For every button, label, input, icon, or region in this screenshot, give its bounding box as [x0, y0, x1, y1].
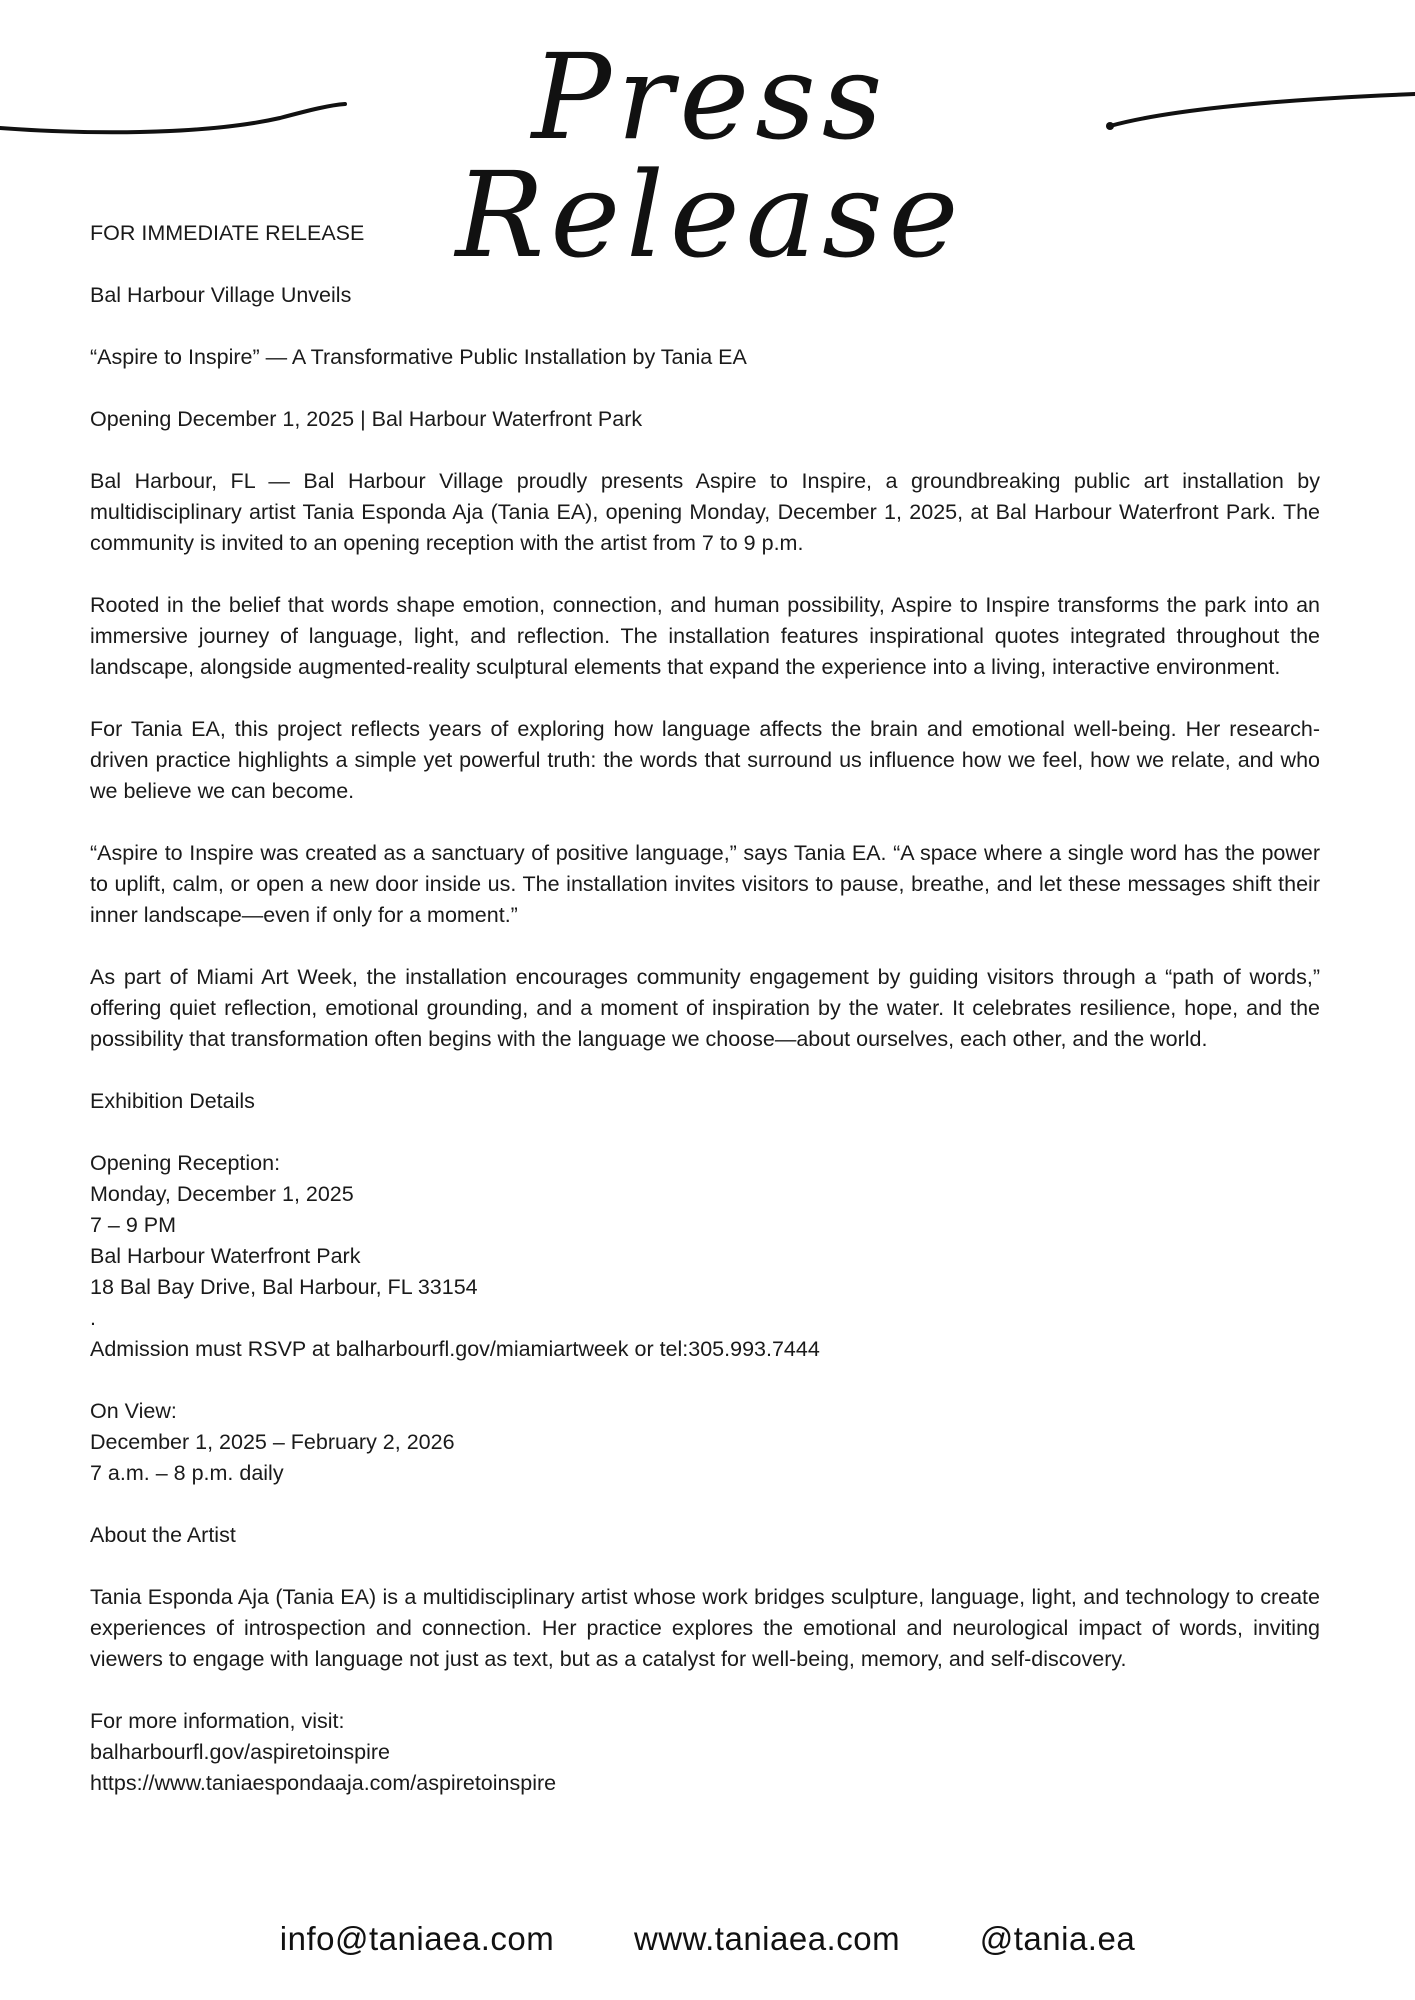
page-title: Press Release — [455, 28, 965, 284]
footer-website[interactable]: www.taniaea.com — [633, 1920, 901, 1957]
subheadline: “Aspire to Inspire” — A Transformative Public Installation by Tania EA — [90, 345, 747, 369]
more-info-link[interactable]: https://www.taniaespondaaja.com/aspiretoinspire — [90, 1771, 557, 1795]
footer-email[interactable]: info@taniaea.com — [279, 1920, 555, 1957]
artist-bio: Tania Esponda Aja (Tania EA) is a multidisciplinary artist whose work bridges sculpture, language, light, and technology to create experiences of introspection and connection. Her practice explores the emotional and neurological impact of words, inviting viewers to engage with language not just as text, but as a catalyst for well-being, memory, and self-discovery. — [90, 1585, 1320, 1671]
venue-name: Bal Harbour Waterfront Park — [90, 1244, 361, 1268]
on-view-dates: December 1, 2025 – February 2, 2026 — [90, 1430, 455, 1454]
paragraph-artist-project: For Tania EA, this project reflects years of exploring how language affects the brain and emotional well-being. Her research-driven practice highlights a simple yet powerful truth: the words that surround us influence how we feel, how we relate, and who we believe we can become. — [90, 717, 1320, 803]
separator-dot: . — [90, 1306, 96, 1330]
more-info-link[interactable]: balharbourfl.gov/aspiretoinspire — [90, 1740, 390, 1764]
dateline: Opening December 1, 2025 | Bal Harbour Waterfront Park — [90, 407, 643, 431]
on-view-hours: 7 a.m. – 8 p.m. daily — [90, 1461, 284, 1485]
reception-date: Monday, December 1, 2025 — [90, 1182, 354, 1206]
paragraph-intro: Bal Harbour, FL — Bal Harbour Village proudly presents Aspire to Inspire, a groundbreaking public art installation by multidisciplinary artist Tania Esponda Aja (Tania EA), opening Monday, December 1, 2025, at Bal Harbour Waterfront Park. The community is invited to an opening reception with the artist from 7 to 9 p.m. — [90, 469, 1320, 555]
release-label: FOR IMMEDIATE RELEASE — [90, 221, 365, 245]
venue-address: 18 Bal Bay Drive, Bal Harbour, FL 33154 — [90, 1275, 478, 1299]
more-info-label: For more information, visit: — [90, 1709, 345, 1733]
exhibition-heading: Exhibition Details — [90, 1089, 255, 1113]
admission-info: Admission must RSVP at balharbourfl.gov/miamiartweek or tel:305.993.7444 — [90, 1337, 820, 1361]
paragraph-quote: “Aspire to Inspire was created as a sanctuary of positive language,” says Tania EA. “A space where a single word has the power to uplift, calm, or open a new door inside us. The installation invites visitors to pause, breathe, and let these messages shift their inner landscape—even if only for a moment.” — [90, 841, 1320, 927]
press-release-body — [90, 218, 1320, 1799]
footer-handle[interactable]: @tania.ea — [979, 1920, 1136, 1957]
on-view-label: On View: — [90, 1399, 177, 1423]
headline: Bal Harbour Village Unveils — [90, 283, 352, 307]
paragraph-concept: Rooted in the belief that words shape emotion, connection, and human possibility, Aspire to Inspire transforms the park into an immersive journey of language, light, and reflection. The installation features inspirational quotes integrated throughout the landscape, alongside augmented-reality sculptural elements that expand the experience into a living, interactive environment. — [90, 593, 1320, 679]
contact-footer — [0, 1920, 1415, 1958]
reception-time: 7 – 9 PM — [90, 1213, 177, 1237]
about-artist-heading: About the Artist — [90, 1523, 236, 1547]
paragraph-art-week: As part of Miami Art Week, the installation encourages community engagement by guiding visitors through a “path of words,” offering quiet reflection, emotional grounding, and a moment of inspiration by the water. It celebrates resilience, hope, and the possibility that transformation often begins with the language we choose—about ourselves, each other, and the world. — [90, 965, 1320, 1051]
reception-label: Opening Reception: — [90, 1151, 281, 1175]
